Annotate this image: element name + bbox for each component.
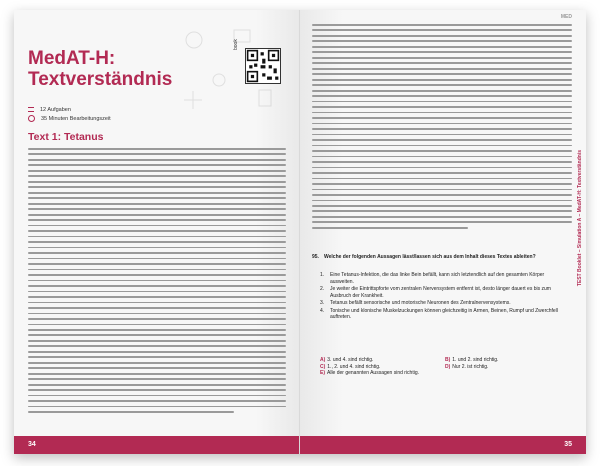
meta-time-text: 35 Minuten Bearbeitungszeit — [41, 116, 111, 122]
open-book — [14, 10, 586, 454]
statement-item: 2. Je weiter die Eintrittspforte vom zentralen Nervensystem entfernt ist, desto länger dauert es bis zum Ausbruch der Krankheit. — [320, 286, 551, 299]
task-meta — [28, 106, 111, 124]
left-page — [14, 10, 300, 454]
statement-item: 4. Tonische und klonische Muskelzuckungen können gleichzeitig in Armen, Beinen, Rumpf und Zwerchfell auftreten. — [320, 307, 558, 320]
meta-row-time — [28, 115, 111, 124]
page-number-left: 34 — [28, 441, 36, 448]
footer-bar-right — [300, 436, 586, 454]
footer-bar-left — [14, 436, 299, 454]
option-d[interactable]: D) Nur 2. ist richtig. — [445, 363, 489, 370]
statement-item: 1. Eine Tetanus-Infektion, die das linke Bein befällt, kann sich letztendlich auf den gesamten Körper ausweiten. — [320, 272, 545, 285]
body-text-left — [28, 148, 286, 428]
qr-code-icon[interactable] — [245, 48, 281, 84]
question-text: Welche der folgenden Aussagen lässt/lassen sich aus dem Inhalt dieses Textes ableiten? — [324, 254, 536, 260]
question-number: 95. — [312, 254, 319, 260]
statement-item: 3. Tetanus befällt sensorische und motorische Neuronen des Zentralnervensystems. — [320, 300, 511, 306]
statement-list — [312, 272, 562, 322]
body-text-right — [312, 24, 572, 244]
title-block — [28, 48, 208, 90]
option-b[interactable]: B) 1. und 2. sind richtig. — [445, 357, 499, 363]
list-icon — [28, 107, 34, 112]
qr-label: book — [233, 39, 239, 50]
meta-tasks-text: 12 Aufgaben — [40, 107, 71, 113]
option-c[interactable]: C) 1., 2. und 4. sind richtig. — [320, 363, 381, 370]
clock-icon — [28, 115, 35, 122]
page-title: MedAT-H: Textverständnis — [28, 48, 173, 90]
question-95 — [312, 254, 570, 260]
side-label: TEST Booklet – Simulation A – MedAT-H: Textverständnis — [577, 150, 583, 287]
answer-options — [320, 357, 560, 377]
meta-row-tasks — [28, 106, 111, 115]
right-page — [300, 10, 586, 454]
option-a[interactable]: A) 3. und 4. sind richtig. — [320, 357, 374, 363]
option-e[interactable]: E) Alle der genannten Aussagen sind richtig. — [320, 370, 420, 376]
section-heading: Text 1: Tetanus — [28, 131, 104, 143]
page-number-right: 35 — [564, 441, 572, 448]
brand-label: MED — [560, 14, 572, 20]
